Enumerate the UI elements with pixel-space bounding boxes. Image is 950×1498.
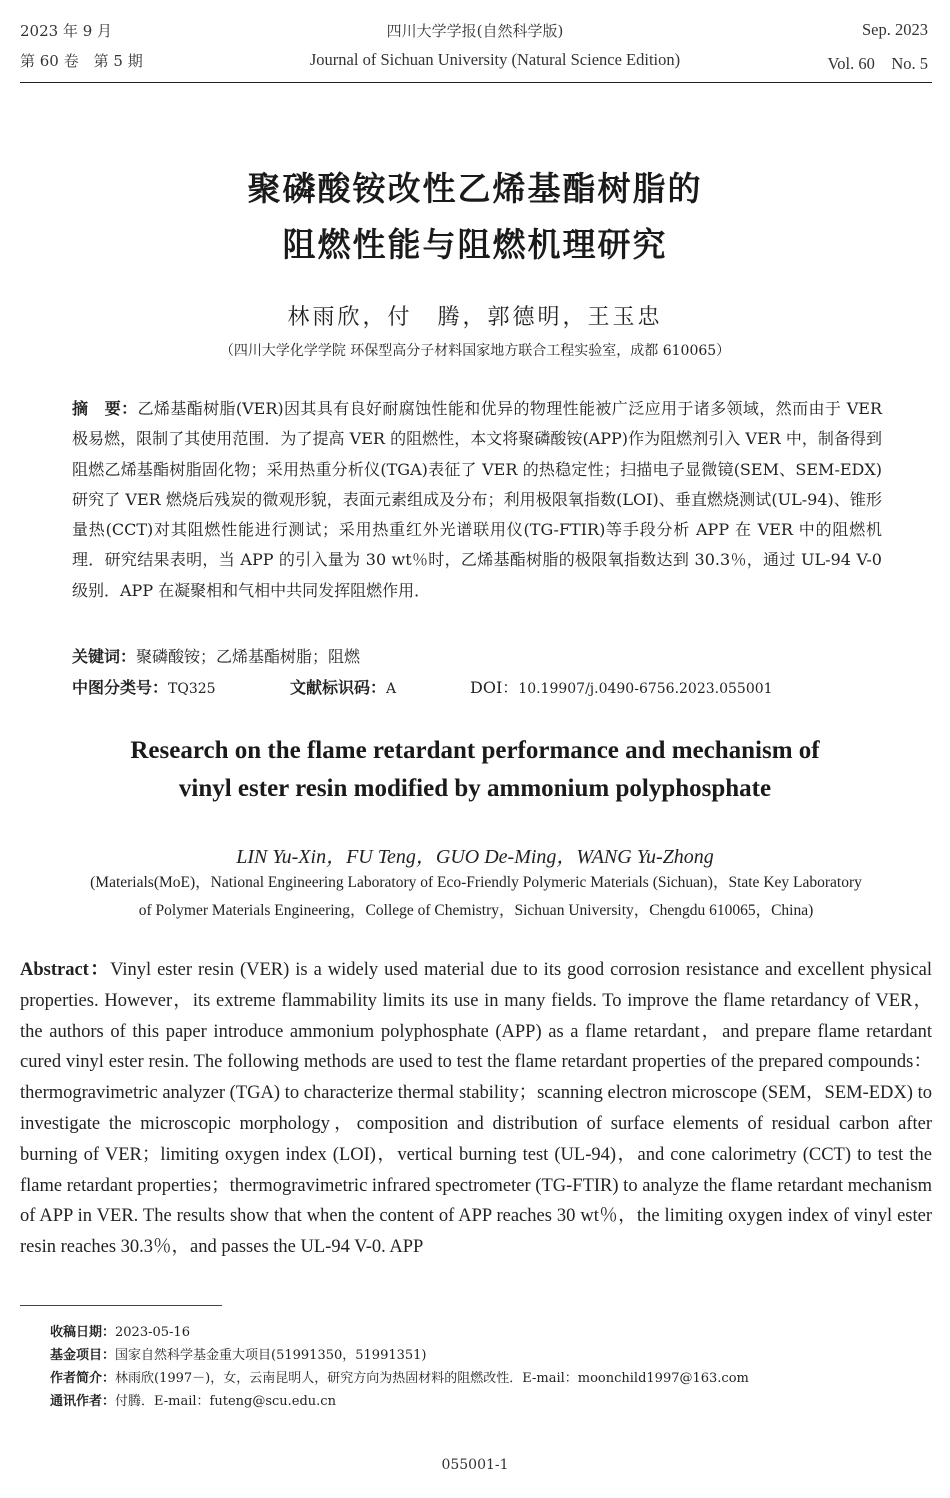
- authors-cn: 林雨欣，付 腾，郭德明，王玉忠: [287, 305, 663, 330]
- doc-code-label: 文献标识码：: [290, 678, 387, 697]
- header-journal-cn: 四川大学学报(自然科学版): [386, 22, 564, 40]
- keywords-label: 关键词：: [72, 647, 137, 666]
- affiliation-en-line1: (Materials(MoE)，National Engineering Laboratory of Eco-Friendly Polymeric Materials (Sichuan)，State Key Laboratory: [90, 874, 862, 891]
- clc-value: TQ325: [168, 681, 216, 697]
- corr-value: 付腾．E-mail：futeng@scu.edu.cn: [115, 1394, 336, 1409]
- keywords-text: 聚磷酸铵；乙烯基酯树脂；阻燃: [136, 647, 361, 666]
- title-cn-line2: 阻燃性能与阻燃机理研究: [282, 225, 668, 264]
- title-cn-line1: 聚磷酸铵改性乙烯基酯树脂的: [247, 169, 703, 208]
- footnote-fund: [50, 1344, 930, 1367]
- footnote-author: [50, 1367, 930, 1390]
- doc-code: [290, 675, 396, 698]
- abstract-en-text: Vinyl ester resin (VER) is a widely used material due to its good corrosion resistance and excellent physical properties. However，its extreme flammability limits its use in many fields. To improve the flame retardancy of VER，the authors of this paper introduce ammonium polyphosphate (APP) as a flame retardant，and prepare flame retardant cured vinyl ester resin. The following methods are used to test the flame retardant properties of the prepared compounds：thermogravimetric analyzer (TGA) to characterize thermal stability；scanning electron microscope (SEM，SEM-EDX) to investigate the microscopic morphology，composition and distribution of surface elements of residual carbon after burning of VER；limiting oxygen index (LOI)，vertical burning test (UL-94)，and cone calorimetry (CCT) to test the flame retardant properties；thermogravimetric infrared spectrometer (TG-FTIR) to analyze the flame retardant mechanism of APP in VER. The results show that when the content of APP reaches 30 wt％，the limiting oxygen index of vinyl ester resin reaches 30.3％，and passes the UL-94 V-0. APP: [20, 960, 933, 1258]
- doi-label: DOI：: [470, 678, 519, 697]
- affiliation-en-line2: of Polymer Materials Engineering，College of Chemistry，Sichuan University，Chengdu 610065，China): [138, 902, 814, 919]
- affiliation-cn: （四川大学化学学院 环保型高分子材料国家地方联合工程实验室，成都 610065）: [219, 343, 731, 359]
- abstract-en: [20, 955, 932, 1263]
- footnote-corresponding: [50, 1390, 930, 1413]
- abstract-cn-label: 摘 要：: [72, 399, 138, 418]
- doi-value: 10.19907/j.0490-6756.2023.055001: [518, 681, 773, 697]
- fund-value: 国家自然科学基金重大项目(51991350，51991351): [115, 1348, 427, 1363]
- clc-label: 中图分类号：: [72, 678, 169, 697]
- abstract-cn-text: 乙烯基酯树脂(VER)因其具有良好耐腐蚀性能和优异的物理性能被广泛应用于诸多领域，然而由于 VER 极易燃，限制了其使用范围．为了提高 VER 的阻燃性，本文将聚磷酸铵(APP)作为阻燃剂引入 VER 中，制备得到阻燃乙烯基酯树脂固化物；采用热重分析仪(TGA)表征了 VER 的热稳定性；扫描电子显微镜(SEM、SEM-EDX)研究了 VER 燃烧后残炭的微观形貌，表面元素组成及分布；利用极限氧指数(LOI)、垂直燃烧测试(UL-94)、锥形量热(CCT)对其阻燃性能进行测试；采用热重红外光谱联用仪(TG-FTIR)等手段分析 APP 在 VER 中的阻燃机理．研究结果表明，当 APP 的引入量为 30 wt％时，乙烯基酯树脂的极限氧指数达到 30.3％，通过 UL-94 V-0 级别．APP 在凝聚相和气相中共同发挥阻燃作用．: [72, 399, 882, 600]
- corr-label: 通讯作者：: [50, 1394, 116, 1409]
- doi: [470, 675, 773, 698]
- doc-code-value: A: [386, 681, 397, 697]
- header-volume-cn: 第 60 卷 第 5 期: [20, 52, 143, 70]
- fund-label: 基金项目：: [50, 1348, 116, 1363]
- abstract-cn: [72, 394, 882, 606]
- title-en-line1: Research on the flame retardant performance and mechanism of: [130, 737, 820, 764]
- footnote-received: [50, 1321, 930, 1344]
- authors-en: LIN Yu-Xin，FU Teng，GUO De-Ming，WANG Yu-Zhong: [236, 846, 714, 868]
- header-date-en: Sep. 2023: [862, 20, 928, 39]
- clc-code: [72, 675, 216, 698]
- author-value: 林雨欣(1997－)，女，云南昆明人，研究方向为热固材料的阻燃改性．E-mail：moonchild1997@163.com: [115, 1371, 749, 1386]
- page-number: 055001-1: [441, 1457, 509, 1473]
- header-date-cn: 2023 年 9 月: [20, 22, 113, 40]
- header-volume-en: Vol. 60 No. 5: [827, 54, 928, 73]
- received-value: 2023-05-16: [115, 1325, 190, 1340]
- footnote-rule: [20, 1305, 222, 1306]
- abstract-en-label: Abstract：: [20, 960, 111, 980]
- received-label: 收稿日期：: [50, 1325, 116, 1340]
- author-label: 作者简介：: [50, 1371, 116, 1386]
- title-en-line2: vinyl ester resin modified by ammonium polyphosphate: [178, 775, 772, 802]
- header-rule: [20, 82, 932, 83]
- header-journal-en: Journal of Sichuan University (Natural Science Edition): [309, 50, 681, 69]
- keywords-cn: [72, 644, 360, 667]
